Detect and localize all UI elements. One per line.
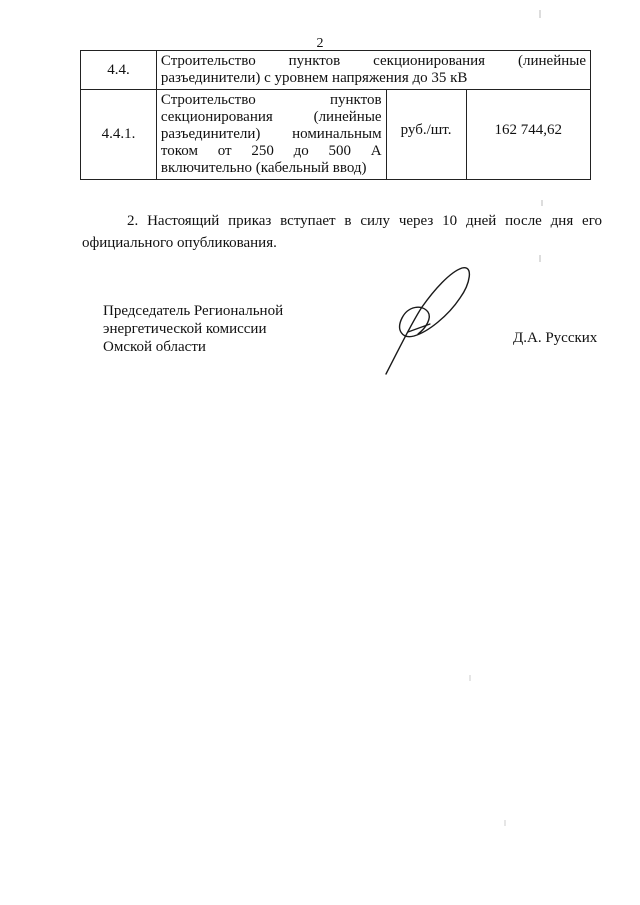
description-line: секционирования (линейные bbox=[160, 109, 382, 125]
row-number: 4.4. bbox=[81, 51, 157, 90]
row-number: 4.4.1. bbox=[81, 90, 157, 180]
signer-name: Д.А. Русских bbox=[513, 330, 598, 346]
signer-title-line: энергетической комиссии bbox=[103, 321, 267, 337]
description-line: Строительство пунктов bbox=[160, 92, 382, 108]
row-unit: руб./шт. bbox=[386, 90, 466, 180]
description-line: Строительство пунктов секционирования (линейные bbox=[160, 53, 586, 69]
description-line: током от 250 до 500 А bbox=[160, 143, 382, 159]
description-line: разъединители) с уровнем напряжения до 35 кВ bbox=[160, 70, 468, 86]
description-line: включительно (кабельный ввод) bbox=[160, 160, 367, 176]
row-value: 162 744,62 bbox=[466, 90, 590, 180]
signer-title-line: Председатель Региональной bbox=[103, 303, 284, 319]
page-number: 2 bbox=[316, 36, 324, 51]
description-line: разъединители) номинальным bbox=[160, 126, 382, 142]
signer-title-line: Омской области bbox=[103, 339, 206, 355]
clause-paragraph: 2. Настоящий приказ вступает в силу через 10 дней после дня его официального опубликования. bbox=[82, 213, 602, 251]
